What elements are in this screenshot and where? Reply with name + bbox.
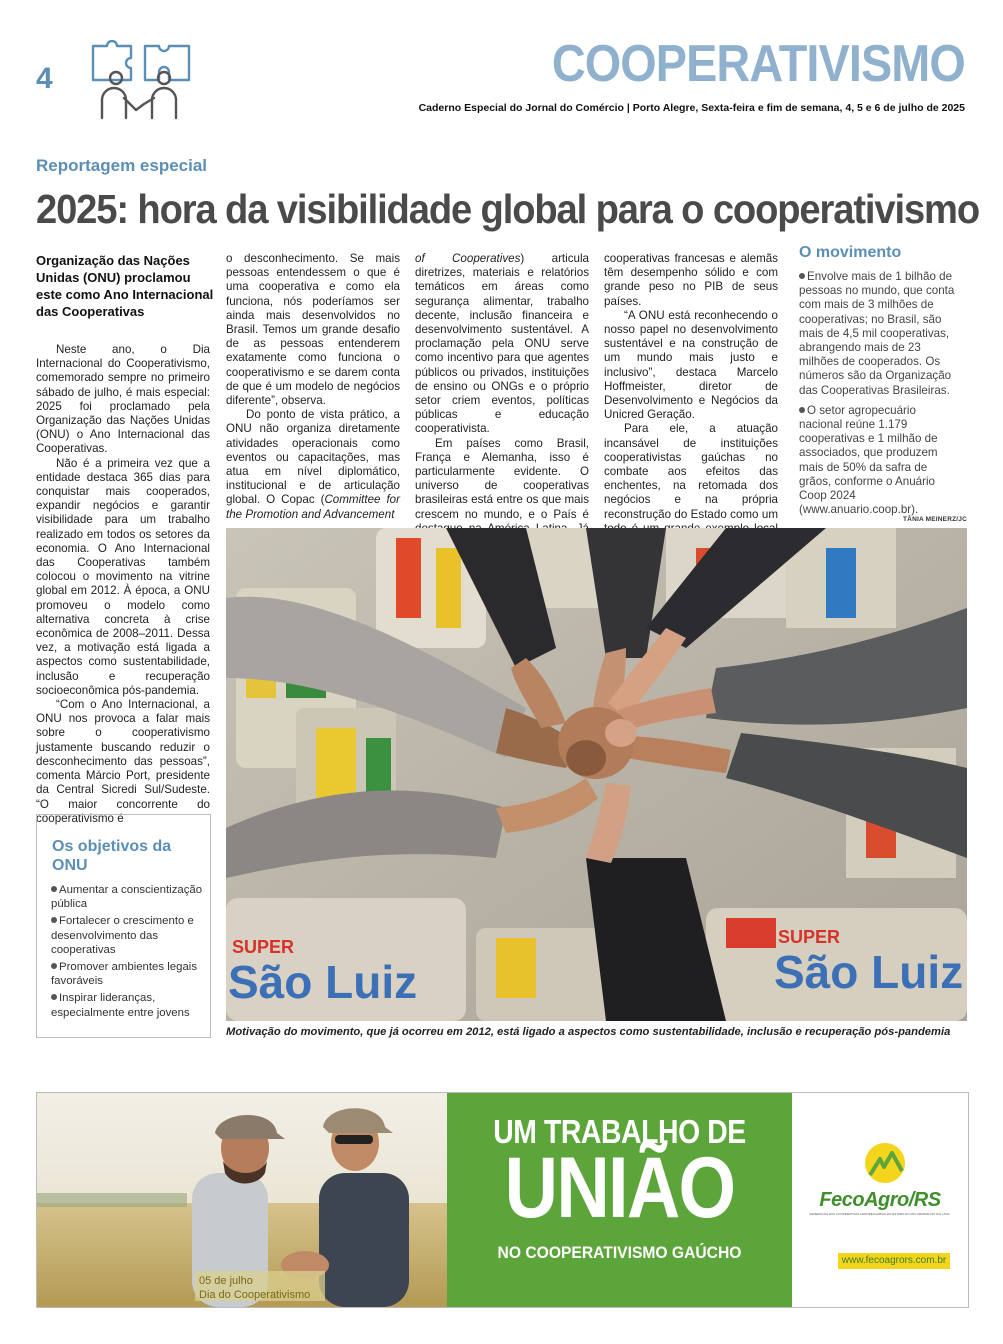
ad-line-1: UM TRABALHO DE xyxy=(493,1113,746,1150)
ad-logo-panel xyxy=(792,1093,968,1307)
sidebar-item-text: O setor agropecuário nacional reúne 1.179 cooperativas e 1 milhão de associados, que produzem mais de 50% da safra de grãos, conforme o Anuário Coop 2024 (www.anuario.coop.br). xyxy=(799,403,938,517)
bullet-icon xyxy=(799,407,805,413)
ad-line-2: UNIÃO xyxy=(504,1140,735,1236)
bag-brand-right: São Luiz xyxy=(774,946,964,998)
bullet-icon xyxy=(51,917,57,923)
list-item-text: Fortalecer o crescimento e desenvolvimento das cooperativas xyxy=(51,915,194,956)
bullet-icon xyxy=(51,963,57,969)
kicker: Reportagem especial xyxy=(36,156,208,175)
paragraph: Não é a primeira vez que a entidade destaca 365 dias para conquistar mais cooperados, expandir negócios e garantir visibilidade para um trabalho realizado em todos os setores da economia. O Ano Internacional das Cooperativas também colocou o movimento na vitrine global em 2012. À época, a ONU promoveu o modelo como alternativa concreta à crise econômica de 2008–2011. Dessa vez, a motivação está ligada a aspectos como sustentabilidade, inclusão e recuperação socioeconômica pós-pandemia. xyxy=(36,456,210,697)
cooperation-icon xyxy=(90,40,194,120)
list-item-text: Promover ambientes legais favoráveis xyxy=(51,961,198,988)
list-item-text: Aumentar a conscientização pública xyxy=(51,884,203,911)
article-column-1 xyxy=(36,343,210,826)
sidebar-item xyxy=(799,404,957,518)
sidebar-movimento xyxy=(799,244,957,523)
copac-name-italic: Committee for the Promotion and Advancement xyxy=(226,493,400,521)
dateline: Caderno Especial do Jornal do Comércio | Porto Alegre, Sexta-feira e fim de semana, 4, 5 e 6 de julho de 2025 xyxy=(418,102,965,114)
paragraph xyxy=(415,252,589,437)
ad-green-panel xyxy=(447,1093,792,1307)
list-item xyxy=(51,883,203,911)
sidebar-item xyxy=(799,270,957,398)
fecoagro-logo-subtitle: FEDERAÇÃO DAS COOPERATIVAS AGROPECUÁRIAS DO ESTADO DO RIO GRANDE DO SUL LTDA. xyxy=(809,1212,951,1216)
paragraph: Para ele, a atuação incansável de instituições cooperativistas gaúchas no combate aos efeitos das enchentes, na retomada dos negócios e na própria reconstrução do Estado como um xyxy=(604,422,778,521)
ad-date: 05 de julho xyxy=(199,1275,253,1287)
objetivos-title: Os objetivos da ONU xyxy=(52,838,172,874)
bag-brand-left: São Luiz xyxy=(228,956,418,1008)
fecoagro-logo-icon xyxy=(862,1141,908,1185)
hands-illustration xyxy=(226,528,967,1021)
page-number: 4 xyxy=(36,62,53,95)
objetivos-list xyxy=(51,883,203,1020)
ad-line-3: NO COOPERATIVISMO GAÚCHO xyxy=(497,1243,742,1262)
ad-day-name: Dia do Cooperativismo xyxy=(199,1289,311,1301)
paragraph-text: ) articula diretrizes, materiais e relatórios temáticos em áreas como segurança alimentar, trabalho decente, inclusão financeira e desenvolvimento sustentável. A proclamação pela ONU serve como incentivo para que agentes públicos ou privados, instituições de ensino ou ONGs e o próprio setor criem eventos, políticas públicas e educação cooperativista. xyxy=(415,252,589,436)
paragraph: “A ONU está reconhecendo o nosso papel no desenvolvimento sustentável e na construção de um mundo mais justo e inclusivo”, destaca Marcelo Hoffmeister, diretor de Desenvolvimento e Negócios da Unicred Geração. xyxy=(604,308,778,422)
objetivos-box xyxy=(36,814,211,1038)
hands-photo xyxy=(226,528,967,1021)
bullet-icon xyxy=(51,994,57,1000)
paragraph: “Com o Ano Internacional, a ONU nos provoca a falar mais sobre o cooperativismo justamente buscando reduzir o desconhecimento das pessoas”, comenta Márcio Port, presidente da Central Sicredi Sul/Sudeste. “O maior concorrente do cooperativismo é xyxy=(36,698,210,825)
paragraph: Em países como Brasil, França e Alemanha, isso é particularmente evidente. O universo de cooperativas brasileiras está entre os que mais crescem no mundo, e o País é xyxy=(415,436,589,521)
bullet-icon xyxy=(799,273,805,279)
photo-caption: Motivação do movimento, que já ocorreu em 2012, está ligado a aspectos como sustentabilidade, inclusão e recuperação pós-pandemia xyxy=(226,1026,951,1038)
farmers-illustration xyxy=(37,1093,447,1307)
article-column-3 xyxy=(415,252,589,550)
paragraph: cooperativas francesas e alemãs têm desempenho sólido e com grande peso no PIB de seus países. xyxy=(604,252,778,308)
bag-brand-top-right: SUPER xyxy=(778,927,841,947)
headline: 2025: hora da visibilidade global para o cooperativismo xyxy=(36,186,980,232)
article-column-4 xyxy=(604,252,778,550)
ad-photo xyxy=(37,1093,447,1307)
list-item xyxy=(51,914,203,957)
sidebar-item-text: Envolve mais de 1 bilhão de pessoas no mundo, que conta com mais de 3 milhões de cooperativas; no Brasil, são mais de 4,5 mil cooperativas, abrangendo mais de 23 milhões de cooperados. Os números são da Organização das Cooperativas Brasileiras. xyxy=(799,270,955,397)
ad-url[interactable]: www.fecoagrors.com.br xyxy=(838,1253,950,1269)
paragraph xyxy=(226,408,400,522)
bullet-icon xyxy=(51,886,57,892)
list-item xyxy=(51,960,203,988)
paragraph-text: Do ponto de vista prático, a ONU não organiza diretamente atividades operacionais como eventos ou capacitações, mas atua em nível diplomático, institucional e de articulação global. O Copac ( xyxy=(226,408,400,507)
sidebar-title: O movimento xyxy=(799,244,902,261)
paragraph: Neste ano, o Dia Internacional do Cooperativismo, comemorado sempre no primeiro sábado de julho, é mais especial: 2025 foi proclamado pela Organização das Nações Unidas (ONU) o Ano Internacional das Cooperativas. xyxy=(36,343,210,456)
photo-credit: TÂNIA MEINERZ/JC xyxy=(903,516,967,523)
copac-name-italic-end: of Cooperatives xyxy=(415,252,521,265)
lede: Organização das Nações Unidas (ONU) proclamou este como Ano Internacional das Cooperativas xyxy=(36,253,214,319)
section-title: COOPERATIVISMO xyxy=(552,35,965,93)
list-item xyxy=(51,991,203,1019)
paragraph: o desconhecimento. Se mais pessoas entendessem o que é uma cooperativa e como ela funciona, nós poderíamos ser ainda mais desenvolvidos no Brasil. Temos um grande desafio de as pessoas entenderem exatamente como funciona o cooperativismo e se darem conta de que é um modelo de negócios diferente”, observa. xyxy=(226,252,400,408)
list-item-text: Inspirar lideranças, especialmente entre jovens xyxy=(51,992,190,1019)
fecoagro-advertisement[interactable] xyxy=(36,1092,969,1308)
article-column-2 xyxy=(226,252,400,522)
fecoagro-logo-text: FecoAgro/RS xyxy=(819,1189,941,1211)
bag-brand-top: SUPER xyxy=(232,937,295,957)
